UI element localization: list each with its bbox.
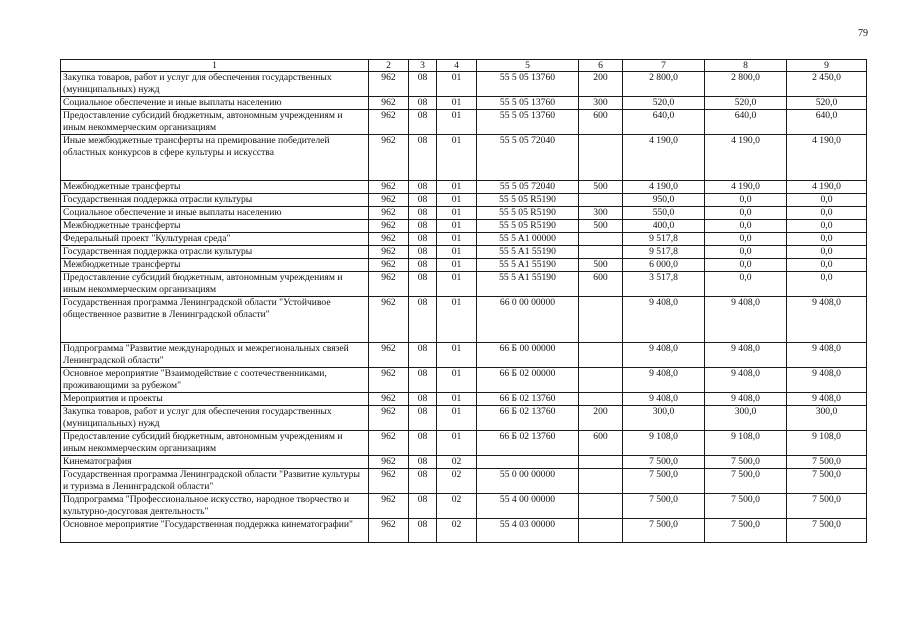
row-value-cell: 962 bbox=[369, 406, 409, 431]
row-value-cell bbox=[579, 297, 623, 343]
row-value-cell: 962 bbox=[369, 368, 409, 393]
row-value-cell: 08 bbox=[409, 343, 437, 368]
row-value-cell: 08 bbox=[409, 431, 437, 456]
row-value-cell: 0,0 bbox=[705, 246, 787, 259]
row-value-cell: 550,0 bbox=[623, 207, 705, 220]
row-value-cell: 08 bbox=[409, 246, 437, 259]
row-value-cell: 640,0 bbox=[787, 110, 867, 135]
row-value-cell: 55 5 05 13760 bbox=[477, 72, 579, 97]
table-row bbox=[61, 259, 867, 272]
row-value-cell: 962 bbox=[369, 194, 409, 207]
row-name-cell: Предоставление субсидий бюджетным, автономным учреждениям и иным некоммерческим организациям bbox=[61, 272, 369, 297]
row-value-cell: 9 408,0 bbox=[705, 393, 787, 406]
row-value-cell: 962 bbox=[369, 431, 409, 456]
header-cell: 3 bbox=[409, 60, 437, 72]
row-value-cell: 08 bbox=[409, 194, 437, 207]
row-value-cell: 962 bbox=[369, 181, 409, 194]
row-value-cell: 7 500,0 bbox=[705, 519, 787, 543]
row-value-cell: 9 408,0 bbox=[787, 368, 867, 393]
table-row bbox=[61, 368, 867, 393]
row-value-cell: 02 bbox=[437, 456, 477, 469]
row-value-cell: 01 bbox=[437, 393, 477, 406]
row-value-cell: 2 800,0 bbox=[705, 72, 787, 97]
row-value-cell: 600 bbox=[579, 110, 623, 135]
row-value-cell bbox=[579, 343, 623, 368]
row-name-cell: Государственная поддержка отрасли культуры bbox=[61, 194, 369, 207]
table-row bbox=[61, 272, 867, 297]
row-value-cell: 962 bbox=[369, 519, 409, 543]
row-name-cell: Государственная поддержка отрасли культуры bbox=[61, 246, 369, 259]
row-value-cell: 0,0 bbox=[787, 220, 867, 233]
row-value-cell: 66 Б 02 00000 bbox=[477, 368, 579, 393]
row-name-cell: Кинематография bbox=[61, 456, 369, 469]
row-value-cell: 7 500,0 bbox=[705, 456, 787, 469]
row-value-cell: 962 bbox=[369, 456, 409, 469]
row-value-cell: 9 408,0 bbox=[623, 343, 705, 368]
row-name-cell: Межбюджетные трансферты bbox=[61, 220, 369, 233]
table-row bbox=[61, 246, 867, 259]
row-value-cell: 01 bbox=[437, 135, 477, 181]
row-name-cell: Мероприятия и проекты bbox=[61, 393, 369, 406]
row-value-cell bbox=[579, 135, 623, 181]
row-value-cell: 08 bbox=[409, 406, 437, 431]
table-row bbox=[61, 97, 867, 110]
row-value-cell: 08 bbox=[409, 368, 437, 393]
row-value-cell: 9 408,0 bbox=[705, 368, 787, 393]
row-value-cell: 01 bbox=[437, 233, 477, 246]
header-cell: 1 bbox=[61, 60, 369, 72]
table-row bbox=[61, 220, 867, 233]
row-value-cell: 7 500,0 bbox=[705, 494, 787, 519]
row-value-cell: 01 bbox=[437, 406, 477, 431]
row-value-cell: 3 517,8 bbox=[623, 272, 705, 297]
table-row bbox=[61, 456, 867, 469]
row-value-cell: 01 bbox=[437, 272, 477, 297]
row-value-cell: 08 bbox=[409, 220, 437, 233]
row-value-cell: 500 bbox=[579, 181, 623, 194]
row-value-cell: 66 0 00 00000 bbox=[477, 297, 579, 343]
table-header-row bbox=[61, 60, 867, 72]
row-value-cell: 02 bbox=[437, 469, 477, 494]
header-cell: 8 bbox=[705, 60, 787, 72]
row-value-cell: 962 bbox=[369, 110, 409, 135]
row-value-cell: 9 408,0 bbox=[705, 297, 787, 343]
row-value-cell: 600 bbox=[579, 431, 623, 456]
row-value-cell: 9 408,0 bbox=[623, 297, 705, 343]
header-cell: 9 bbox=[787, 60, 867, 72]
row-value-cell: 4 190,0 bbox=[705, 135, 787, 181]
table-row bbox=[61, 406, 867, 431]
row-value-cell: 600 bbox=[579, 272, 623, 297]
row-value-cell: 300,0 bbox=[623, 406, 705, 431]
row-value-cell: 08 bbox=[409, 110, 437, 135]
row-value-cell: 962 bbox=[369, 297, 409, 343]
row-value-cell: 08 bbox=[409, 233, 437, 246]
row-value-cell: 950,0 bbox=[623, 194, 705, 207]
row-value-cell: 01 bbox=[437, 72, 477, 97]
row-value-cell: 01 bbox=[437, 259, 477, 272]
row-name-cell: Основное мероприятие "Взаимодействие с соотечественниками, проживающими за рубежом" bbox=[61, 368, 369, 393]
row-value-cell: 08 bbox=[409, 259, 437, 272]
table-row bbox=[61, 72, 867, 97]
table-row bbox=[61, 343, 867, 368]
row-value-cell: 01 bbox=[437, 194, 477, 207]
row-value-cell: 08 bbox=[409, 272, 437, 297]
row-value-cell: 0,0 bbox=[705, 272, 787, 297]
row-value-cell: 962 bbox=[369, 246, 409, 259]
row-name-cell: Предоставление субсидий бюджетным, автономным учреждениям и иным некоммерческим организациям bbox=[61, 110, 369, 135]
row-value-cell: 08 bbox=[409, 469, 437, 494]
row-value-cell bbox=[579, 368, 623, 393]
budget-table bbox=[60, 59, 867, 543]
row-value-cell: 0,0 bbox=[705, 220, 787, 233]
row-value-cell bbox=[579, 233, 623, 246]
header-cell: 6 bbox=[579, 60, 623, 72]
row-value-cell: 300,0 bbox=[705, 406, 787, 431]
header-cell: 4 bbox=[437, 60, 477, 72]
table-row bbox=[61, 469, 867, 494]
row-value-cell: 9 408,0 bbox=[787, 297, 867, 343]
row-value-cell: 01 bbox=[437, 246, 477, 259]
row-value-cell: 0,0 bbox=[705, 194, 787, 207]
row-value-cell: 7 500,0 bbox=[623, 469, 705, 494]
row-value-cell: 6 000,0 bbox=[623, 259, 705, 272]
row-value-cell bbox=[579, 194, 623, 207]
row-value-cell: 55 0 00 00000 bbox=[477, 469, 579, 494]
row-value-cell: 962 bbox=[369, 469, 409, 494]
row-value-cell: 7 500,0 bbox=[787, 456, 867, 469]
row-value-cell: 9 408,0 bbox=[623, 393, 705, 406]
row-value-cell: 08 bbox=[409, 393, 437, 406]
row-name-cell: Закупка товаров, работ и услуг для обеспечения государственных (муниципальных) нужд bbox=[61, 72, 369, 97]
row-value-cell: 08 bbox=[409, 207, 437, 220]
row-value-cell: 9 408,0 bbox=[705, 343, 787, 368]
row-value-cell: 500 bbox=[579, 259, 623, 272]
row-value-cell: 08 bbox=[409, 97, 437, 110]
row-name-cell: Социальное обеспечение и иные выплаты населению bbox=[61, 97, 369, 110]
row-name-cell: Межбюджетные трансферты bbox=[61, 181, 369, 194]
row-value-cell: 962 bbox=[369, 97, 409, 110]
row-value-cell: 0,0 bbox=[705, 259, 787, 272]
row-value-cell bbox=[579, 494, 623, 519]
row-value-cell: 520,0 bbox=[623, 97, 705, 110]
row-value-cell: 08 bbox=[409, 456, 437, 469]
row-value-cell bbox=[579, 393, 623, 406]
row-value-cell: 01 bbox=[437, 431, 477, 456]
row-value-cell: 962 bbox=[369, 272, 409, 297]
row-value-cell: 520,0 bbox=[705, 97, 787, 110]
row-value-cell: 2 800,0 bbox=[623, 72, 705, 97]
row-value-cell: 02 bbox=[437, 519, 477, 543]
row-value-cell: 9 408,0 bbox=[623, 368, 705, 393]
table-row bbox=[61, 110, 867, 135]
row-value-cell: 2 450,0 bbox=[787, 72, 867, 97]
row-value-cell: 962 bbox=[369, 494, 409, 519]
row-value-cell: 7 500,0 bbox=[623, 519, 705, 543]
row-value-cell: 08 bbox=[409, 72, 437, 97]
row-value-cell: 640,0 bbox=[705, 110, 787, 135]
row-value-cell: 4 190,0 bbox=[787, 135, 867, 181]
row-value-cell: 4 190,0 bbox=[787, 181, 867, 194]
row-value-cell: 0,0 bbox=[705, 233, 787, 246]
row-value-cell: 962 bbox=[369, 343, 409, 368]
row-value-cell: 962 bbox=[369, 135, 409, 181]
table-row bbox=[61, 393, 867, 406]
row-value-cell: 962 bbox=[369, 233, 409, 246]
row-value-cell: 9 108,0 bbox=[623, 431, 705, 456]
row-value-cell: 300 bbox=[579, 207, 623, 220]
row-value-cell: 01 bbox=[437, 368, 477, 393]
row-value-cell: 0,0 bbox=[787, 259, 867, 272]
row-value-cell: 08 bbox=[409, 135, 437, 181]
row-name-cell: Подпрограмма "Профессиональное искусство, народное творчество и культурно-досуговая деятельность" bbox=[61, 494, 369, 519]
row-value-cell: 7 500,0 bbox=[787, 494, 867, 519]
row-value-cell bbox=[579, 469, 623, 494]
row-value-cell: 962 bbox=[369, 259, 409, 272]
row-value-cell: 7 500,0 bbox=[787, 519, 867, 543]
row-value-cell bbox=[579, 246, 623, 259]
row-value-cell: 9 517,8 bbox=[623, 246, 705, 259]
row-value-cell: 01 bbox=[437, 97, 477, 110]
row-value-cell: 4 190,0 bbox=[705, 181, 787, 194]
row-value-cell: 0,0 bbox=[787, 207, 867, 220]
page-number: 79 bbox=[858, 28, 868, 39]
row-value-cell: 9 517,8 bbox=[623, 233, 705, 246]
row-value-cell: 55 5 05 13760 bbox=[477, 97, 579, 110]
row-value-cell: 7 500,0 bbox=[623, 494, 705, 519]
row-value-cell: 01 bbox=[437, 207, 477, 220]
row-name-cell: Предоставление субсидий бюджетным, автономным учреждениям и иным некоммерческим организациям bbox=[61, 431, 369, 456]
row-value-cell: 200 bbox=[579, 72, 623, 97]
table-row bbox=[61, 431, 867, 456]
row-value-cell: 66 Б 00 00000 bbox=[477, 343, 579, 368]
row-value-cell: 55 5 A1 55190 bbox=[477, 272, 579, 297]
row-value-cell: 0,0 bbox=[787, 194, 867, 207]
table-row bbox=[61, 297, 867, 343]
table-row bbox=[61, 181, 867, 194]
row-value-cell bbox=[579, 456, 623, 469]
row-value-cell: 66 Б 02 13760 bbox=[477, 393, 579, 406]
row-value-cell: 0,0 bbox=[787, 233, 867, 246]
row-value-cell: 7 500,0 bbox=[705, 469, 787, 494]
row-value-cell: 7 500,0 bbox=[623, 456, 705, 469]
row-value-cell: 200 bbox=[579, 406, 623, 431]
row-value-cell: 55 5 A1 55190 bbox=[477, 246, 579, 259]
row-value-cell: 01 bbox=[437, 297, 477, 343]
row-value-cell: 9 408,0 bbox=[787, 343, 867, 368]
table-row bbox=[61, 194, 867, 207]
row-value-cell: 640,0 bbox=[623, 110, 705, 135]
row-value-cell: 4 190,0 bbox=[623, 135, 705, 181]
row-value-cell: 520,0 bbox=[787, 97, 867, 110]
row-value-cell: 0,0 bbox=[705, 207, 787, 220]
row-value-cell: 08 bbox=[409, 181, 437, 194]
row-name-cell: Государственная программа Ленинградской области "Развитие культуры и туризма в Ленинградской области" bbox=[61, 469, 369, 494]
table-row bbox=[61, 233, 867, 246]
row-name-cell: Социальное обеспечение и иные выплаты населению bbox=[61, 207, 369, 220]
table-row bbox=[61, 135, 867, 181]
row-name-cell: Иные межбюджетные трансферты на премирование победителей областных конкурсов в сфере культуры и искусства bbox=[61, 135, 369, 181]
row-value-cell bbox=[477, 456, 579, 469]
row-value-cell: 962 bbox=[369, 72, 409, 97]
row-value-cell: 4 190,0 bbox=[623, 181, 705, 194]
row-value-cell: 400,0 bbox=[623, 220, 705, 233]
row-value-cell: 962 bbox=[369, 207, 409, 220]
row-value-cell: 55 4 00 00000 bbox=[477, 494, 579, 519]
row-value-cell: 500 bbox=[579, 220, 623, 233]
header-cell: 2 bbox=[369, 60, 409, 72]
row-value-cell: 66 Б 02 13760 bbox=[477, 406, 579, 431]
row-value-cell bbox=[579, 519, 623, 543]
row-value-cell: 01 bbox=[437, 220, 477, 233]
row-value-cell: 9 408,0 bbox=[787, 393, 867, 406]
row-value-cell: 55 5 05 72040 bbox=[477, 181, 579, 194]
row-name-cell: Подпрограмма "Развитие международных и межрегиональных связей Ленинградской области" bbox=[61, 343, 369, 368]
row-value-cell: 0,0 bbox=[787, 272, 867, 297]
row-value-cell: 962 bbox=[369, 220, 409, 233]
row-name-cell: Государственная программа Ленинградской области "Устойчивое общественное развитие в Ленинградской области" bbox=[61, 297, 369, 343]
row-name-cell: Федеральный проект "Культурная среда" bbox=[61, 233, 369, 246]
row-value-cell: 02 bbox=[437, 494, 477, 519]
row-value-cell: 962 bbox=[369, 393, 409, 406]
row-name-cell: Межбюджетные трансферты bbox=[61, 259, 369, 272]
table-row bbox=[61, 519, 867, 543]
row-value-cell: 55 5 05 R5190 bbox=[477, 207, 579, 220]
row-value-cell: 08 bbox=[409, 297, 437, 343]
row-value-cell: 55 5 05 R5190 bbox=[477, 220, 579, 233]
row-value-cell: 0,0 bbox=[787, 246, 867, 259]
row-value-cell: 55 5 05 72040 bbox=[477, 135, 579, 181]
row-value-cell: 55 4 03 00000 bbox=[477, 519, 579, 543]
row-value-cell: 9 108,0 bbox=[705, 431, 787, 456]
row-value-cell: 01 bbox=[437, 110, 477, 135]
row-value-cell: 01 bbox=[437, 181, 477, 194]
row-value-cell: 7 500,0 bbox=[787, 469, 867, 494]
table-row bbox=[61, 494, 867, 519]
row-name-cell: Закупка товаров, работ и услуг для обеспечения государственных (муниципальных) нужд bbox=[61, 406, 369, 431]
row-value-cell: 55 5 A1 55190 bbox=[477, 259, 579, 272]
row-value-cell: 9 108,0 bbox=[787, 431, 867, 456]
header-cell: 5 bbox=[477, 60, 579, 72]
row-value-cell: 55 5 05 R5190 bbox=[477, 194, 579, 207]
row-value-cell: 300,0 bbox=[787, 406, 867, 431]
row-value-cell: 55 5 05 13760 bbox=[477, 110, 579, 135]
row-value-cell: 08 bbox=[409, 494, 437, 519]
header-cell: 7 bbox=[623, 60, 705, 72]
row-name-cell: Основное мероприятие "Государственная поддержка кинематографии" bbox=[61, 519, 369, 543]
row-value-cell: 300 bbox=[579, 97, 623, 110]
row-value-cell: 55 5 A1 00000 bbox=[477, 233, 579, 246]
row-value-cell: 01 bbox=[437, 343, 477, 368]
row-value-cell: 66 Б 02 13760 bbox=[477, 431, 579, 456]
row-value-cell: 08 bbox=[409, 519, 437, 543]
table-row bbox=[61, 207, 867, 220]
